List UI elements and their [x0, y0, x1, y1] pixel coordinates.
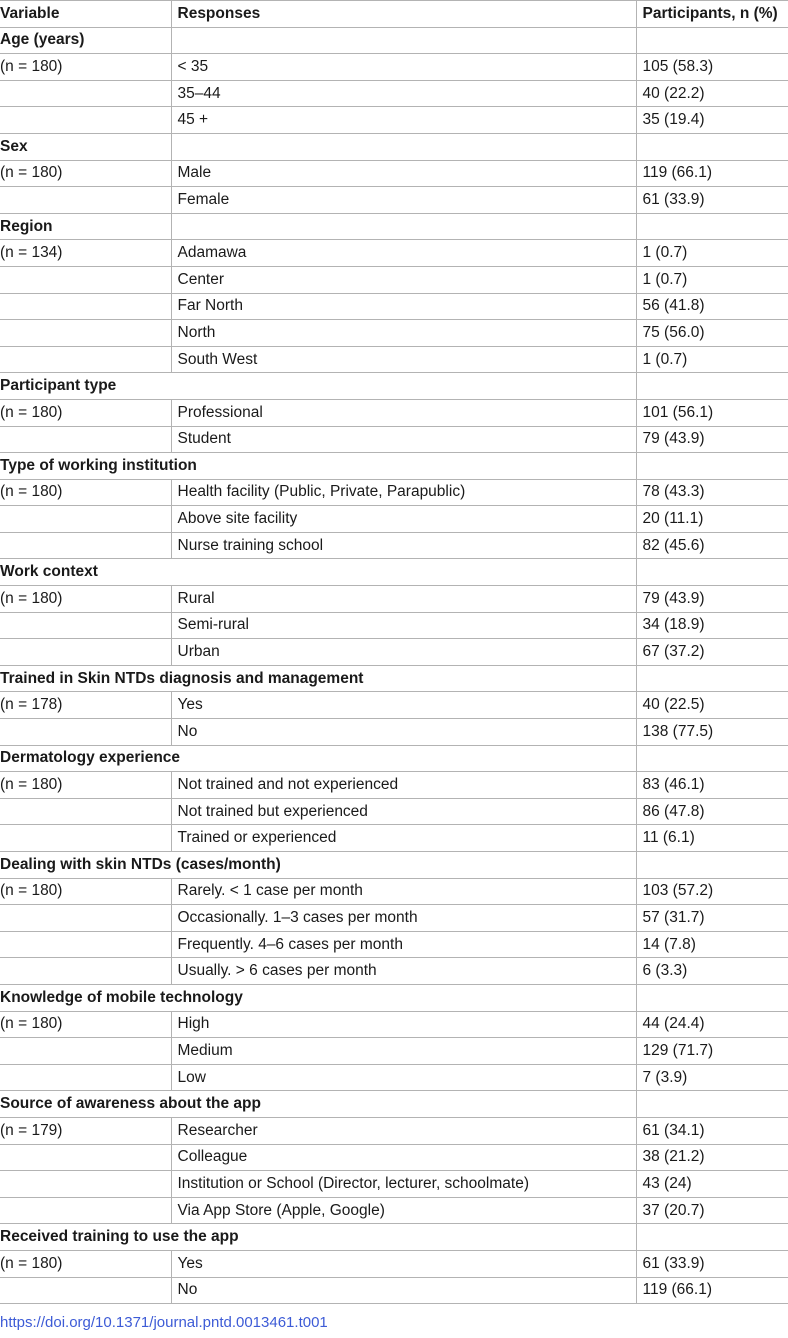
- sample-size: (n = 180): [0, 586, 171, 613]
- sample-size: (n = 134): [0, 240, 171, 267]
- response-cell: Center: [171, 266, 636, 293]
- participants-cell: 78 (43.3): [636, 479, 788, 506]
- empty-cell: [636, 453, 788, 480]
- table-row: [0, 719, 788, 746]
- sample-size: (n = 180): [0, 772, 171, 799]
- participants-cell: 82 (45.6): [636, 532, 788, 559]
- response-cell: Researcher: [171, 1117, 636, 1144]
- empty-cell: [636, 213, 788, 240]
- empty-cell: [0, 80, 171, 107]
- table-row: [0, 1171, 788, 1198]
- response-cell: Male: [171, 160, 636, 187]
- section-header-row: [0, 133, 788, 160]
- table-row: [0, 1117, 788, 1144]
- table-row: [0, 426, 788, 453]
- table-row: [0, 266, 788, 293]
- empty-cell: [636, 1091, 788, 1118]
- empty-cell: [0, 825, 171, 852]
- section-title: Participant type: [0, 373, 636, 400]
- empty-cell: [0, 798, 171, 825]
- empty-cell: [0, 532, 171, 559]
- section-title: Region: [0, 213, 171, 240]
- participants-cell: 61 (33.9): [636, 1250, 788, 1277]
- participants-cell: 20 (11.1): [636, 506, 788, 533]
- participants-cell: 103 (57.2): [636, 878, 788, 905]
- empty-cell: [0, 107, 171, 134]
- participants-cell: 86 (47.8): [636, 798, 788, 825]
- sample-size: (n = 180): [0, 54, 171, 81]
- section-title: Received training to use the app: [0, 1224, 636, 1251]
- response-cell: High: [171, 1011, 636, 1038]
- response-cell: Urban: [171, 639, 636, 666]
- empty-cell: [0, 506, 171, 533]
- empty-cell: [0, 1197, 171, 1224]
- table-row: [0, 639, 788, 666]
- participants-cell: 75 (56.0): [636, 320, 788, 347]
- sample-size: (n = 180): [0, 479, 171, 506]
- empty-cell: [0, 266, 171, 293]
- response-cell: Student: [171, 426, 636, 453]
- table-row: [0, 320, 788, 347]
- table-row: [0, 878, 788, 905]
- empty-cell: [636, 984, 788, 1011]
- section-header-row: [0, 453, 788, 480]
- sample-size: (n = 179): [0, 1117, 171, 1144]
- section-header-row: [0, 745, 788, 772]
- empty-cell: [0, 1171, 171, 1198]
- empty-cell: [171, 133, 636, 160]
- table-row: [0, 506, 788, 533]
- participants-cell: 14 (7.8): [636, 931, 788, 958]
- participants-cell: 37 (20.7): [636, 1197, 788, 1224]
- participants-cell: 56 (41.8): [636, 293, 788, 320]
- response-cell: Female: [171, 187, 636, 214]
- table-row: [0, 240, 788, 267]
- table-row: [0, 931, 788, 958]
- participants-cell: 40 (22.2): [636, 80, 788, 107]
- empty-cell: [0, 1064, 171, 1091]
- section-header-row: [0, 984, 788, 1011]
- table-row: [0, 612, 788, 639]
- empty-cell: [636, 133, 788, 160]
- empty-cell: [0, 1038, 171, 1065]
- participants-cell: 57 (31.7): [636, 905, 788, 932]
- participants-cell: 11 (6.1): [636, 825, 788, 852]
- sample-size: (n = 180): [0, 1250, 171, 1277]
- table-row: [0, 107, 788, 134]
- participants-cell: 7 (3.9): [636, 1064, 788, 1091]
- empty-cell: [636, 665, 788, 692]
- participants-cell: 1 (0.7): [636, 266, 788, 293]
- participants-cell: 119 (66.1): [636, 160, 788, 187]
- response-cell: Above site facility: [171, 506, 636, 533]
- empty-cell: [636, 373, 788, 400]
- participants-cell: 101 (56.1): [636, 399, 788, 426]
- table-row: [0, 1197, 788, 1224]
- empty-cell: [0, 612, 171, 639]
- response-cell: < 35: [171, 54, 636, 81]
- response-cell: Yes: [171, 692, 636, 719]
- table-row: [0, 1064, 788, 1091]
- section-header-row: [0, 1224, 788, 1251]
- section-header-row: [0, 373, 788, 400]
- section-title: Dermatology experience: [0, 745, 636, 772]
- section-title: Sex: [0, 133, 171, 160]
- participants-cell: 40 (22.5): [636, 692, 788, 719]
- response-cell: Professional: [171, 399, 636, 426]
- empty-cell: [0, 187, 171, 214]
- sample-size: (n = 180): [0, 1011, 171, 1038]
- participants-cell: 79 (43.9): [636, 426, 788, 453]
- response-cell: Medium: [171, 1038, 636, 1065]
- table-row: [0, 905, 788, 932]
- table-row: [0, 1277, 788, 1304]
- participants-cell: 119 (66.1): [636, 1277, 788, 1304]
- participants-cell: 83 (46.1): [636, 772, 788, 799]
- response-cell: Nurse training school: [171, 532, 636, 559]
- response-cell: Not trained and not experienced: [171, 772, 636, 799]
- empty-cell: [0, 346, 171, 373]
- empty-cell: [0, 426, 171, 453]
- response-cell: Colleague: [171, 1144, 636, 1171]
- response-cell: Low: [171, 1064, 636, 1091]
- table-row: [0, 479, 788, 506]
- empty-cell: [171, 27, 636, 54]
- participants-cell: 138 (77.5): [636, 719, 788, 746]
- response-cell: Institution or School (Director, lecturer, schoolmate): [171, 1171, 636, 1198]
- participants-cell: 6 (3.3): [636, 958, 788, 985]
- section-header-row: [0, 27, 788, 54]
- sample-size: (n = 180): [0, 878, 171, 905]
- response-cell: No: [171, 1277, 636, 1304]
- response-cell: 35–44: [171, 80, 636, 107]
- table-row: [0, 54, 788, 81]
- section-title: Work context: [0, 559, 636, 586]
- table-row: [0, 692, 788, 719]
- header-participants: Participants, n (%): [636, 1, 788, 28]
- response-cell: Far North: [171, 293, 636, 320]
- table-row: [0, 798, 788, 825]
- participants-cell: 105 (58.3): [636, 54, 788, 81]
- section-title: Source of awareness about the app: [0, 1091, 636, 1118]
- participants-cell: 1 (0.7): [636, 240, 788, 267]
- table-row: [0, 160, 788, 187]
- table-row: [0, 399, 788, 426]
- response-cell: Frequently. 4–6 cases per month: [171, 931, 636, 958]
- response-cell: No: [171, 719, 636, 746]
- empty-cell: [636, 1224, 788, 1251]
- participants-cell: 129 (71.7): [636, 1038, 788, 1065]
- table-row: [0, 586, 788, 613]
- header-row: [0, 1, 788, 28]
- section-header-row: [0, 213, 788, 240]
- response-cell: Adamawa: [171, 240, 636, 267]
- section-title: Knowledge of mobile technology: [0, 984, 636, 1011]
- response-cell: Rural: [171, 586, 636, 613]
- table-row: [0, 1038, 788, 1065]
- table-row: [0, 532, 788, 559]
- empty-cell: [636, 852, 788, 879]
- table-row: [0, 80, 788, 107]
- response-cell: South West: [171, 346, 636, 373]
- response-cell: North: [171, 320, 636, 347]
- participants-cell: 38 (21.2): [636, 1144, 788, 1171]
- sample-size: (n = 180): [0, 399, 171, 426]
- empty-cell: [0, 320, 171, 347]
- response-cell: Usually. > 6 cases per month: [171, 958, 636, 985]
- section-header-row: [0, 852, 788, 879]
- response-cell: Yes: [171, 1250, 636, 1277]
- participants-cell: 79 (43.9): [636, 586, 788, 613]
- sample-size: (n = 178): [0, 692, 171, 719]
- participants-cell: 1 (0.7): [636, 346, 788, 373]
- table-row: [0, 187, 788, 214]
- empty-cell: [0, 719, 171, 746]
- response-cell: Not trained but experienced: [171, 798, 636, 825]
- response-cell: Health facility (Public, Private, Parapublic): [171, 479, 636, 506]
- response-cell: Trained or experienced: [171, 825, 636, 852]
- table-row: [0, 293, 788, 320]
- empty-cell: [0, 1277, 171, 1304]
- section-title: Trained in Skin NTDs diagnosis and management: [0, 665, 636, 692]
- empty-cell: [636, 559, 788, 586]
- empty-cell: [0, 931, 171, 958]
- participants-cell: 43 (24): [636, 1171, 788, 1198]
- participants-cell: 61 (34.1): [636, 1117, 788, 1144]
- participants-cell: 44 (24.4): [636, 1011, 788, 1038]
- response-cell: 45 +: [171, 107, 636, 134]
- empty-cell: [0, 639, 171, 666]
- table-row: [0, 958, 788, 985]
- empty-cell: [0, 905, 171, 932]
- table-row: [0, 825, 788, 852]
- empty-cell: [171, 213, 636, 240]
- participants-cell: 67 (37.2): [636, 639, 788, 666]
- section-title: Type of working institution: [0, 453, 636, 480]
- section-header-row: [0, 1091, 788, 1118]
- doi-link[interactable]: https://doi.org/10.1371/journal.pntd.0013461.t001: [0, 1314, 328, 1332]
- header-variable: Variable: [0, 1, 171, 28]
- response-cell: Semi-rural: [171, 612, 636, 639]
- table-row: [0, 1144, 788, 1171]
- table-body: [0, 27, 788, 1304]
- response-cell: Rarely. < 1 case per month: [171, 878, 636, 905]
- sample-size: (n = 180): [0, 160, 171, 187]
- empty-cell: [0, 293, 171, 320]
- header-responses: Responses: [171, 1, 636, 28]
- table-row: [0, 1250, 788, 1277]
- section-title: Age (years): [0, 27, 171, 54]
- response-cell: Via App Store (Apple, Google): [171, 1197, 636, 1224]
- empty-cell: [636, 745, 788, 772]
- participants-cell: 61 (33.9): [636, 187, 788, 214]
- empty-cell: [0, 958, 171, 985]
- empty-cell: [0, 1144, 171, 1171]
- section-header-row: [0, 559, 788, 586]
- participants-cell: 34 (18.9): [636, 612, 788, 639]
- section-header-row: [0, 665, 788, 692]
- table-row: [0, 772, 788, 799]
- response-cell: Occasionally. 1–3 cases per month: [171, 905, 636, 932]
- participants-cell: 35 (19.4): [636, 107, 788, 134]
- table-row: [0, 1011, 788, 1038]
- table-row: [0, 346, 788, 373]
- section-title: Dealing with skin NTDs (cases/month): [0, 852, 636, 879]
- empty-cell: [636, 27, 788, 54]
